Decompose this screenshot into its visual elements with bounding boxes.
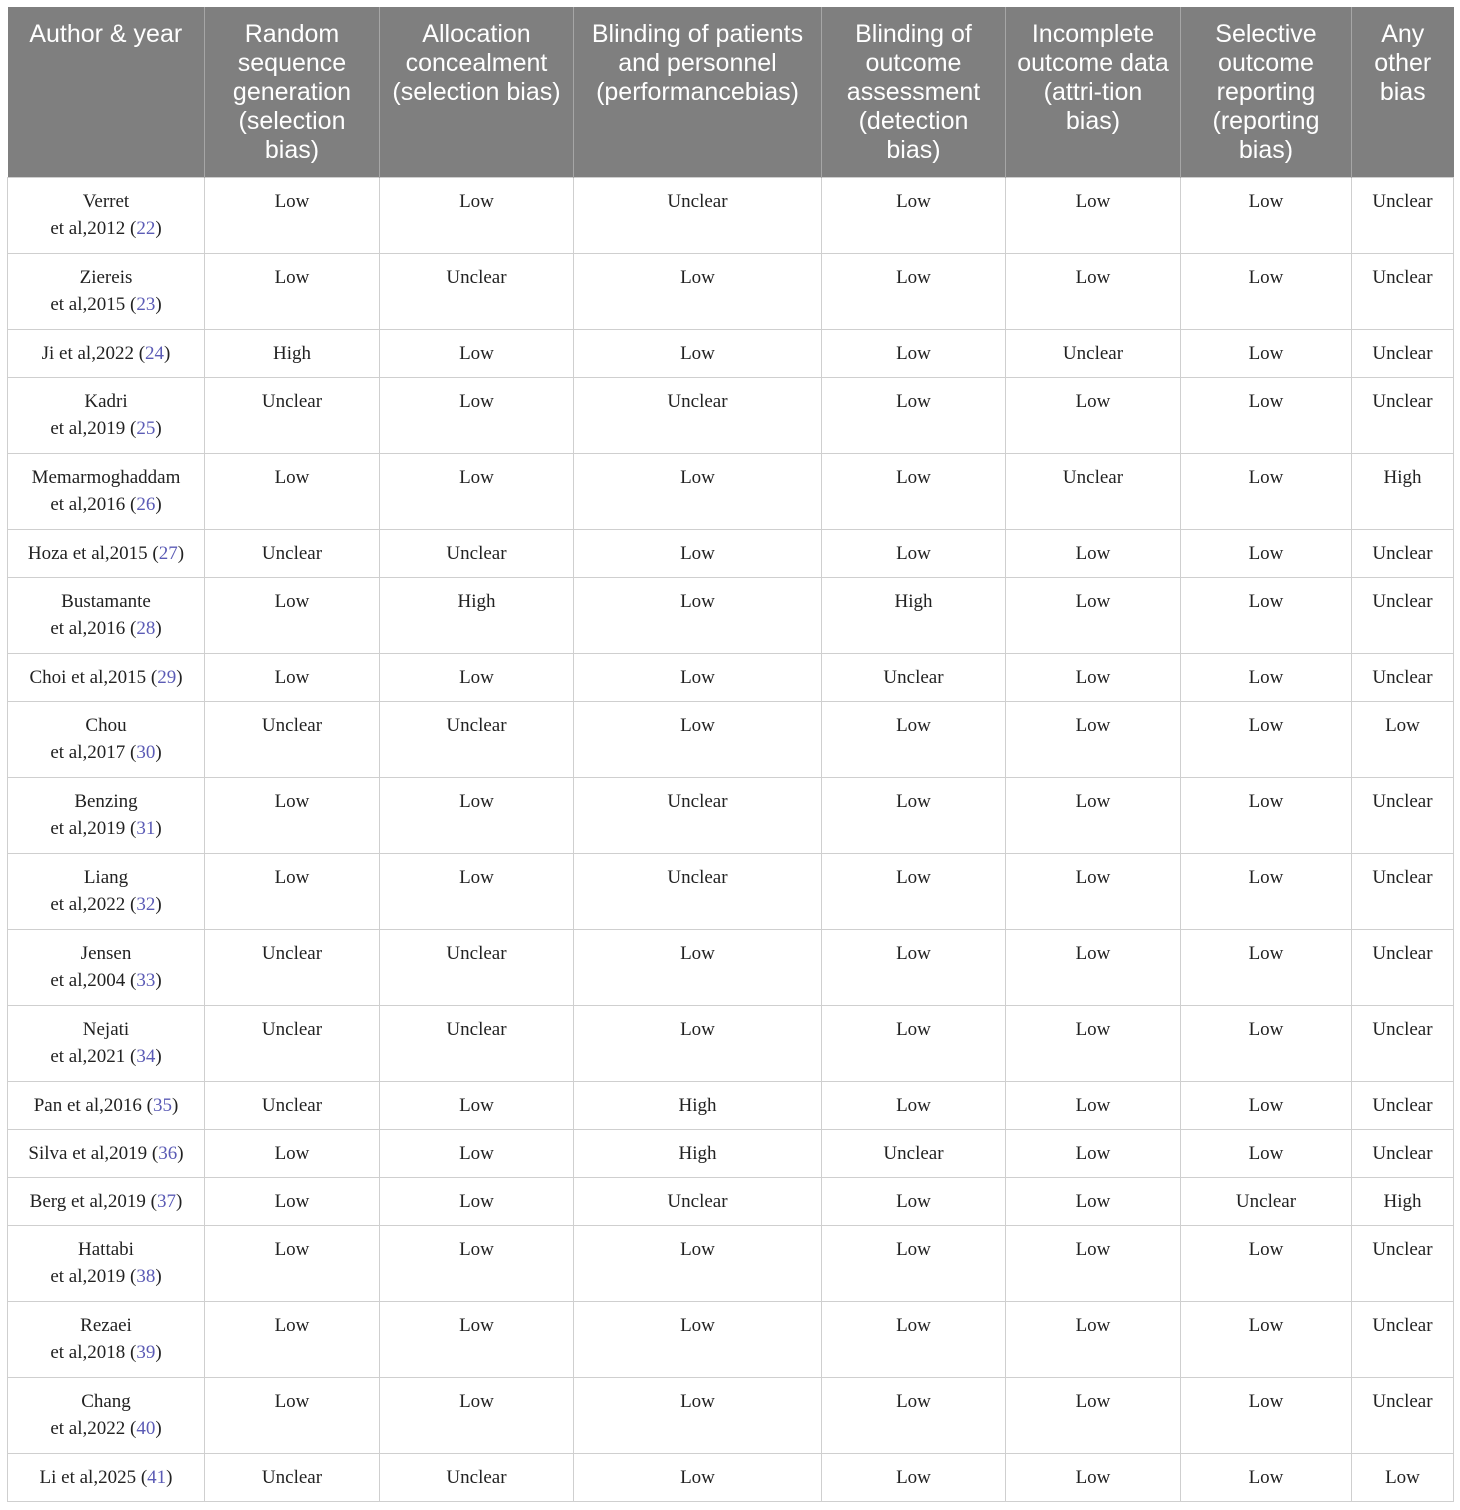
rating-allocation-concealment: Low [380, 178, 574, 254]
rating-blinding-personnel: Low [574, 1006, 822, 1082]
rating-random-sequence: Low [205, 1178, 380, 1226]
citation-text: et al,2019 ( [50, 418, 137, 439]
rating-selective-reporting: Low [1181, 1082, 1352, 1130]
rating-incomplete-data: Unclear [1006, 454, 1181, 530]
rating-blinding-assessment: Low [822, 854, 1006, 930]
rating-blinding-assessment: Low [822, 778, 1006, 854]
rating-blinding-personnel: Low [574, 702, 822, 778]
author-citation [16, 1140, 196, 1167]
rating-blinding-assessment: Unclear [822, 654, 1006, 702]
rating-selective-reporting: Low [1181, 930, 1352, 1006]
reference-link[interactable]: 23 [136, 294, 156, 315]
citation-text: Hoza et al,2015 ( [27, 543, 159, 564]
citation-text: Silva et al,2019 ( [28, 1143, 159, 1164]
reference-link[interactable]: 26 [136, 494, 156, 515]
rating-blinding-assessment: Low [822, 530, 1006, 578]
author-citation [16, 664, 196, 691]
rating-incomplete-data: Low [1006, 1302, 1181, 1378]
rating-allocation-concealment: High [380, 578, 574, 654]
reference-link[interactable]: 41 [147, 1467, 167, 1488]
rating-allocation-concealment: Low [380, 378, 574, 454]
rating-selective-reporting: Low [1181, 778, 1352, 854]
table-row [8, 778, 1454, 854]
rating-incomplete-data: Low [1006, 702, 1181, 778]
author-year-cell [8, 178, 205, 254]
rating-selective-reporting: Low [1181, 1378, 1352, 1454]
author-citation [16, 1043, 196, 1070]
rating-incomplete-data: Low [1006, 1454, 1181, 1502]
author-citation [16, 291, 196, 318]
reference-link[interactable]: 33 [136, 970, 156, 991]
rating-blinding-personnel: Unclear [574, 178, 822, 254]
rating-random-sequence: Low [205, 1130, 380, 1178]
rating-incomplete-data: Unclear [1006, 330, 1181, 378]
author-citation [16, 739, 196, 766]
rating-other-bias: Unclear [1352, 1378, 1454, 1454]
author-name: Verret [82, 191, 130, 212]
rating-random-sequence: Low [205, 654, 380, 702]
rating-incomplete-data: Low [1006, 530, 1181, 578]
author-citation [16, 491, 196, 518]
rating-random-sequence: Low [205, 1226, 380, 1302]
reference-link[interactable]: 35 [152, 1095, 172, 1116]
author-citation [16, 967, 196, 994]
reference-link[interactable]: 39 [136, 1342, 156, 1363]
rating-other-bias: Low [1352, 702, 1454, 778]
reference-link[interactable]: 32 [136, 894, 156, 915]
header-random-sequence-generation: Random sequence generation (selection bias) [205, 7, 380, 178]
rating-blinding-assessment: Low [822, 702, 1006, 778]
author-name: Ziereis [79, 267, 133, 288]
author-citation [16, 1415, 196, 1442]
author-name: Nejati [82, 1019, 130, 1040]
citation-text: et al,2021 ( [50, 1046, 137, 1067]
rating-selective-reporting: Low [1181, 454, 1352, 530]
rating-blinding-personnel: Low [574, 578, 822, 654]
rating-allocation-concealment: Low [380, 454, 574, 530]
citation-close: ) [164, 343, 171, 364]
citation-text: Pan et al,2016 ( [33, 1095, 153, 1116]
rating-allocation-concealment: Low [380, 1130, 574, 1178]
rating-random-sequence: Unclear [205, 1454, 380, 1502]
rating-selective-reporting: Low [1181, 330, 1352, 378]
rating-blinding-personnel: Low [574, 1302, 822, 1378]
header-selective-outcome-reporting: Selective outcome reporting (reporting bias) [1181, 7, 1352, 178]
table-row [8, 1178, 1454, 1226]
rating-blinding-assessment: High [822, 578, 1006, 654]
citation-close: ) [155, 1418, 162, 1439]
rating-blinding-personnel: Unclear [574, 778, 822, 854]
rating-selective-reporting: Unclear [1181, 1178, 1352, 1226]
rating-other-bias: High [1352, 1178, 1454, 1226]
author-citation [16, 1188, 196, 1215]
rating-blinding-assessment: Low [822, 254, 1006, 330]
rating-random-sequence: High [205, 330, 380, 378]
header-row [8, 7, 1454, 178]
rating-incomplete-data: Low [1006, 254, 1181, 330]
citation-text: et al,2016 ( [50, 618, 137, 639]
rating-other-bias: Unclear [1352, 530, 1454, 578]
author-citation [16, 1339, 196, 1366]
author-citation [16, 615, 196, 642]
citation-close: ) [155, 1266, 162, 1287]
rating-blinding-assessment: Low [822, 1082, 1006, 1130]
rating-blinding-personnel: Low [574, 254, 822, 330]
rating-blinding-personnel: Low [574, 530, 822, 578]
rating-blinding-assessment: Low [822, 378, 1006, 454]
rating-blinding-assessment: Low [822, 1178, 1006, 1226]
rating-allocation-concealment: Low [380, 1302, 574, 1378]
table-row [8, 530, 1454, 578]
rating-allocation-concealment: Low [380, 778, 574, 854]
author-name: Hattabi [78, 1239, 134, 1260]
rating-random-sequence: Unclear [205, 530, 380, 578]
author-name: Rezaei [80, 1315, 132, 1336]
rating-other-bias: Unclear [1352, 654, 1454, 702]
reference-link[interactable]: 40 [136, 1418, 156, 1439]
rating-blinding-assessment: Low [822, 1454, 1006, 1502]
rating-incomplete-data: Low [1006, 178, 1181, 254]
author-year-cell [8, 778, 205, 854]
rating-blinding-assessment: Low [822, 1302, 1006, 1378]
header-any-other-bias: Any other bias [1352, 7, 1454, 178]
rating-selective-reporting: Low [1181, 530, 1352, 578]
table-row [8, 1454, 1454, 1502]
table-row [8, 702, 1454, 778]
rating-other-bias: Unclear [1352, 1006, 1454, 1082]
author-name: Chou [85, 715, 127, 736]
citation-text: et al,2012 ( [50, 218, 137, 239]
rating-other-bias: Unclear [1352, 378, 1454, 454]
rating-incomplete-data: Low [1006, 654, 1181, 702]
rating-random-sequence: Low [205, 1378, 380, 1454]
rating-other-bias: Unclear [1352, 854, 1454, 930]
reference-link[interactable]: 34 [136, 1046, 156, 1067]
rating-allocation-concealment: Low [380, 654, 574, 702]
reference-link[interactable]: 28 [136, 618, 156, 639]
rating-allocation-concealment: Low [380, 1378, 574, 1454]
rating-incomplete-data: Low [1006, 930, 1181, 1006]
reference-link[interactable]: 37 [157, 1191, 176, 1212]
author-year-cell [8, 530, 205, 578]
rating-blinding-assessment: Low [822, 1378, 1006, 1454]
rating-incomplete-data: Low [1006, 1130, 1181, 1178]
rating-selective-reporting: Low [1181, 1006, 1352, 1082]
rating-blinding-personnel: Low [574, 930, 822, 1006]
rating-other-bias: Low [1352, 1454, 1454, 1502]
table-row [8, 1378, 1454, 1454]
rating-allocation-concealment: Unclear [380, 702, 574, 778]
table-row [8, 330, 1454, 378]
table-row [8, 854, 1454, 930]
citation-close: ) [166, 1467, 173, 1488]
rating-allocation-concealment: Unclear [380, 930, 574, 1006]
author-name: Chang [81, 1391, 131, 1412]
citation-close: ) [177, 1143, 184, 1164]
reference-link[interactable]: 22 [136, 218, 156, 239]
citation-close: ) [177, 543, 185, 564]
author-name: Liang [83, 867, 129, 888]
rating-allocation-concealment: Unclear [380, 254, 574, 330]
author-year-cell [8, 254, 205, 330]
rating-blinding-personnel: Low [574, 1226, 822, 1302]
citation-text: Ji et al,2022 ( [41, 343, 146, 364]
author-citation [16, 1464, 196, 1491]
rating-other-bias: Unclear [1352, 1226, 1454, 1302]
citation-text: et al,2015 ( [50, 294, 137, 315]
rating-allocation-concealment: Low [380, 330, 574, 378]
citation-close: ) [155, 618, 162, 639]
author-name: Benzing [74, 791, 138, 812]
table-row [8, 1302, 1454, 1378]
citation-text: et al,2022 ( [50, 894, 137, 915]
rating-random-sequence: Low [205, 1302, 380, 1378]
citation-text: Choi et al,2015 ( [29, 667, 158, 688]
rating-allocation-concealment: Low [380, 1082, 574, 1130]
citation-close: ) [155, 1342, 162, 1363]
rating-blinding-personnel: Low [574, 1378, 822, 1454]
rating-blinding-assessment: Low [822, 178, 1006, 254]
rating-random-sequence: Unclear [205, 378, 380, 454]
rating-random-sequence: Unclear [205, 930, 380, 1006]
citation-close: ) [155, 970, 162, 991]
header-blinding-patients-personnel: Blinding of patients and personnel (performancebias) [574, 7, 822, 178]
rating-blinding-personnel: Low [574, 654, 822, 702]
citation-text: et al,2022 ( [50, 1418, 137, 1439]
rating-selective-reporting: Low [1181, 378, 1352, 454]
author-year-cell [8, 1302, 205, 1378]
rating-selective-reporting: Low [1181, 654, 1352, 702]
header-author-year: Author & year [8, 7, 205, 178]
table-row [8, 1082, 1454, 1130]
rating-blinding-assessment: Low [822, 1006, 1006, 1082]
author-year-cell [8, 654, 205, 702]
author-name: Bustamante [61, 591, 151, 612]
table-row [8, 1006, 1454, 1082]
rating-selective-reporting: Low [1181, 702, 1352, 778]
rating-selective-reporting: Low [1181, 1454, 1352, 1502]
author-year-cell [8, 1082, 205, 1130]
author-name: Kadri [84, 391, 128, 412]
citation-text: Berg et al,2019 ( [29, 1191, 157, 1212]
reference-link[interactable]: 25 [136, 418, 156, 439]
citation-text: et al,2017 ( [50, 742, 137, 763]
rating-incomplete-data: Low [1006, 1006, 1181, 1082]
author-year-cell [8, 1226, 205, 1302]
citation-close: ) [155, 742, 162, 763]
author-year-cell [8, 378, 205, 454]
citation-close: ) [155, 218, 162, 239]
table-row [8, 378, 1454, 454]
rating-selective-reporting: Low [1181, 1302, 1352, 1378]
author-citation [16, 815, 196, 842]
rating-selective-reporting: Low [1181, 178, 1352, 254]
rating-other-bias: Unclear [1352, 1130, 1454, 1178]
rating-allocation-concealment: Unclear [380, 1006, 574, 1082]
rating-blinding-personnel: High [574, 1082, 822, 1130]
citation-close: ) [155, 418, 162, 439]
reference-link[interactable]: 38 [136, 1266, 156, 1287]
rating-selective-reporting: Low [1181, 1130, 1352, 1178]
rating-blinding-assessment: Unclear [822, 1130, 1006, 1178]
rating-blinding-assessment: Low [822, 330, 1006, 378]
rating-other-bias: Unclear [1352, 178, 1454, 254]
rating-other-bias: Unclear [1352, 778, 1454, 854]
citation-close: ) [176, 667, 183, 688]
citation-text: et al,2004 ( [50, 970, 137, 991]
author-citation [16, 215, 196, 242]
rating-allocation-concealment: Unclear [380, 530, 574, 578]
rating-random-sequence: Low [205, 454, 380, 530]
rating-blinding-personnel: Unclear [574, 1178, 822, 1226]
rating-blinding-assessment: Low [822, 930, 1006, 1006]
citation-text: et al,2016 ( [50, 494, 137, 515]
reference-link[interactable]: 24 [145, 343, 165, 364]
author-year-cell [8, 454, 205, 530]
rating-selective-reporting: Low [1181, 254, 1352, 330]
rating-other-bias: Unclear [1352, 254, 1454, 330]
risk-of-bias-table [7, 7, 1454, 1502]
rating-allocation-concealment: Low [380, 854, 574, 930]
reference-link[interactable]: 31 [136, 818, 156, 839]
citation-close: ) [155, 494, 162, 515]
author-year-cell [8, 1178, 205, 1226]
rating-incomplete-data: Low [1006, 1226, 1181, 1302]
table-row [8, 654, 1454, 702]
author-citation [16, 340, 196, 367]
rating-incomplete-data: Low [1006, 578, 1181, 654]
rating-blinding-personnel: Low [574, 1454, 822, 1502]
rating-allocation-concealment: Low [380, 1178, 574, 1226]
rating-random-sequence: Low [205, 854, 380, 930]
citation-text: Li et al,2025 ( [39, 1467, 148, 1488]
header-incomplete-outcome-data: Incomplete outcome data (attri-tion bias) [1006, 7, 1181, 178]
reference-link[interactable]: 29 [157, 667, 177, 688]
rating-random-sequence: Low [205, 578, 380, 654]
author-year-cell [8, 330, 205, 378]
reference-link[interactable]: 30 [136, 742, 156, 763]
rating-random-sequence: Low [205, 778, 380, 854]
citation-close: ) [155, 1046, 162, 1067]
rating-random-sequence: Unclear [205, 1082, 380, 1130]
rating-random-sequence: Low [205, 254, 380, 330]
citation-close: ) [176, 1191, 183, 1212]
rating-blinding-personnel: Unclear [574, 854, 822, 930]
citation-close: ) [155, 818, 162, 839]
reference-link[interactable]: 27 [158, 543, 178, 564]
rating-incomplete-data: Low [1006, 854, 1181, 930]
citation-close: ) [155, 894, 162, 915]
table-row [8, 178, 1454, 254]
rating-allocation-concealment: Low [380, 1226, 574, 1302]
rating-random-sequence: Unclear [205, 702, 380, 778]
rating-blinding-personnel: Low [574, 454, 822, 530]
rating-random-sequence: Low [205, 178, 380, 254]
rating-incomplete-data: Low [1006, 378, 1181, 454]
author-citation [16, 415, 196, 442]
author-year-cell [8, 854, 205, 930]
rating-other-bias: Unclear [1352, 1082, 1454, 1130]
table-row [8, 1226, 1454, 1302]
rating-selective-reporting: Low [1181, 578, 1352, 654]
rating-blinding-personnel: Low [574, 330, 822, 378]
table-row [8, 578, 1454, 654]
author-citation [16, 1092, 196, 1119]
author-name: Memarmoghaddam [31, 467, 181, 488]
rating-other-bias: Unclear [1352, 930, 1454, 1006]
author-citation [16, 1263, 196, 1290]
author-year-cell [8, 1454, 205, 1502]
citation-close: ) [171, 1095, 179, 1116]
citation-text: et al,2018 ( [50, 1342, 137, 1363]
rating-allocation-concealment: Unclear [380, 1454, 574, 1502]
table-row [8, 454, 1454, 530]
author-year-cell [8, 1006, 205, 1082]
author-year-cell [8, 578, 205, 654]
table-row [8, 930, 1454, 1006]
citation-text: et al,2019 ( [50, 818, 137, 839]
rating-selective-reporting: Low [1181, 1226, 1352, 1302]
author-year-cell [8, 702, 205, 778]
citation-close: ) [155, 294, 162, 315]
rating-selective-reporting: Low [1181, 854, 1352, 930]
author-citation [16, 891, 196, 918]
header-allocation-concealment: Allocation concealment (selection bias) [380, 7, 574, 178]
author-citation [16, 540, 196, 567]
rating-blinding-personnel: Unclear [574, 378, 822, 454]
rating-blinding-assessment: Low [822, 1226, 1006, 1302]
citation-text: et al,2019 ( [50, 1266, 137, 1287]
rating-blinding-assessment: Low [822, 454, 1006, 530]
author-year-cell [8, 1378, 205, 1454]
rating-incomplete-data: Low [1006, 1082, 1181, 1130]
rating-other-bias: High [1352, 454, 1454, 530]
rating-other-bias: Unclear [1352, 1302, 1454, 1378]
rating-incomplete-data: Low [1006, 1378, 1181, 1454]
header-blinding-outcome-assessment: Blinding of outcome assessment (detection bias) [822, 7, 1006, 178]
rating-other-bias: Unclear [1352, 330, 1454, 378]
table-row [8, 254, 1454, 330]
rating-incomplete-data: Low [1006, 778, 1181, 854]
reference-link[interactable]: 36 [158, 1143, 178, 1164]
rating-random-sequence: Unclear [205, 1006, 380, 1082]
author-name: Jensen [80, 943, 132, 964]
rating-blinding-personnel: High [574, 1130, 822, 1178]
author-year-cell [8, 930, 205, 1006]
rating-incomplete-data: Low [1006, 1178, 1181, 1226]
table-row [8, 1130, 1454, 1178]
rating-other-bias: Unclear [1352, 578, 1454, 654]
author-year-cell [8, 1130, 205, 1178]
